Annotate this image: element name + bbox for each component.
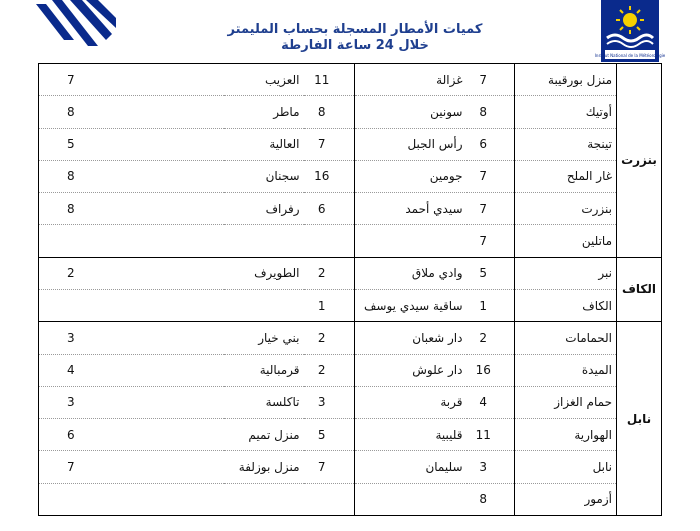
station-name: سليمان [355, 451, 467, 483]
rainfall-value: 16 [467, 354, 515, 386]
table-row [39, 483, 662, 515]
station-name: ماتلين [515, 225, 617, 257]
rainfall-value: 1 [467, 289, 515, 321]
header [0, 0, 700, 65]
rainfall-value: 8 [467, 483, 515, 515]
sun-wave-icon [594, 0, 666, 62]
table-row [39, 160, 662, 192]
rainfall-value: 11 [467, 419, 515, 451]
rainfall-value: 8 [304, 96, 355, 128]
station-name: العالية [224, 128, 304, 160]
rainfall-value [304, 225, 355, 257]
station-name: الحمامات [515, 322, 617, 354]
rainfall-value: 6 [467, 128, 515, 160]
station-name: ماطر [224, 96, 304, 128]
table-row [39, 322, 662, 354]
rainfall-value: 2 [39, 257, 224, 289]
station-name: رفراف [224, 193, 304, 225]
table-row [39, 451, 662, 483]
station-name: وادي ملاق [355, 257, 467, 289]
rainfall-value: 5 [304, 419, 355, 451]
station-name: منزل بورقيبة [515, 64, 617, 96]
rainfall-table [38, 63, 662, 516]
station-name: نابل [515, 451, 617, 483]
page-subtitle: خلال 24 ساعة الفارطة [281, 38, 429, 53]
station-name: رأس الجبل [355, 128, 467, 160]
station-name: قرمبالية [224, 354, 304, 386]
station-name: غار الملح [515, 160, 617, 192]
rainfall-value [39, 225, 224, 257]
station-name: بنزرت [515, 193, 617, 225]
table-row [39, 419, 662, 451]
title-block [226, 22, 484, 54]
rainfall-value: 7 [39, 64, 224, 96]
station-name: قربة [355, 386, 467, 418]
station-name: الميدة [515, 354, 617, 386]
rainfall-value: 2 [304, 257, 355, 289]
region-name: بنزرت [617, 64, 662, 258]
rainfall-value: 5 [39, 128, 224, 160]
rainfall-value: 11 [304, 64, 355, 96]
station-name: سجنان [224, 160, 304, 192]
region-name: نابل [617, 322, 662, 516]
rainfall-value [39, 483, 224, 515]
page-title: كميات الأمطار المسجلة بحساب المليمتر [227, 22, 483, 37]
station-name: جومين [355, 160, 467, 192]
decorative-stripes [36, 0, 116, 50]
rainfall-value: 6 [304, 193, 355, 225]
rainfall-value: 2 [304, 354, 355, 386]
station-name: غزالة [355, 64, 467, 96]
rainfall-value: 2 [467, 322, 515, 354]
rainfall-value: 5 [467, 257, 515, 289]
table-row [39, 386, 662, 418]
rainfall-value: 7 [467, 160, 515, 192]
station-name: الكاف [515, 289, 617, 321]
station-name [355, 225, 467, 257]
region-name: الكاف [617, 257, 662, 322]
station-name: تاكلسة [224, 386, 304, 418]
table-row [39, 96, 662, 128]
rainfall-value: 4 [39, 354, 224, 386]
table-row [39, 257, 662, 289]
station-name: بني خيار [224, 322, 304, 354]
rainfall-value: 1 [304, 289, 355, 321]
rainfall-value [39, 289, 224, 321]
rainfall-value: 7 [467, 193, 515, 225]
station-name: سيدي أحمد [355, 193, 467, 225]
table-row [39, 289, 662, 321]
rainfall-value [304, 483, 355, 515]
table-row [39, 128, 662, 160]
rainfall-value: 7 [39, 451, 224, 483]
rainfall-value: 7 [467, 64, 515, 96]
rainfall-value: 3 [467, 451, 515, 483]
station-name: تينجة [515, 128, 617, 160]
rainfall-value: 2 [304, 322, 355, 354]
rainfall-value: 8 [39, 193, 224, 225]
station-name: دار علوش [355, 354, 467, 386]
rainfall-value: 8 [39, 160, 224, 192]
rainfall-value: 7 [467, 225, 515, 257]
station-name: سونين [355, 96, 467, 128]
station-name: نبر [515, 257, 617, 289]
station-name: منزل بوزلفة [224, 451, 304, 483]
station-name: منزل تميم [224, 419, 304, 451]
rainfall-value: 8 [39, 96, 224, 128]
table-row [39, 354, 662, 386]
station-name: الطويرف [224, 257, 304, 289]
station-name [224, 289, 304, 321]
station-name: الهوارية [515, 419, 617, 451]
rainfall-value: 6 [39, 419, 224, 451]
station-name [224, 483, 304, 515]
station-name: قليبية [355, 419, 467, 451]
rainfall-value: 16 [304, 160, 355, 192]
station-name: أوتيك [515, 96, 617, 128]
station-name: أزمور [515, 483, 617, 515]
rainfall-value: 4 [467, 386, 515, 418]
logo-text: Institut National de la Météorologie [594, 53, 666, 58]
station-name: حمام الغزاز [515, 386, 617, 418]
station-name [355, 483, 467, 515]
station-name: دار شعبان [355, 322, 467, 354]
rainfall-value: 8 [467, 96, 515, 128]
table-row [39, 193, 662, 225]
table-row [39, 64, 662, 96]
rainfall-value: 3 [39, 322, 224, 354]
station-name: العزيب [224, 64, 304, 96]
rainfall-value: 3 [39, 386, 224, 418]
table-row [39, 225, 662, 257]
rainfall-value: 7 [304, 451, 355, 483]
station-name: ساقية سيدي يوسف [355, 289, 467, 321]
rainfall-value: 3 [304, 386, 355, 418]
station-name [224, 225, 304, 257]
institute-logo [594, 0, 666, 62]
rainfall-value: 7 [304, 128, 355, 160]
